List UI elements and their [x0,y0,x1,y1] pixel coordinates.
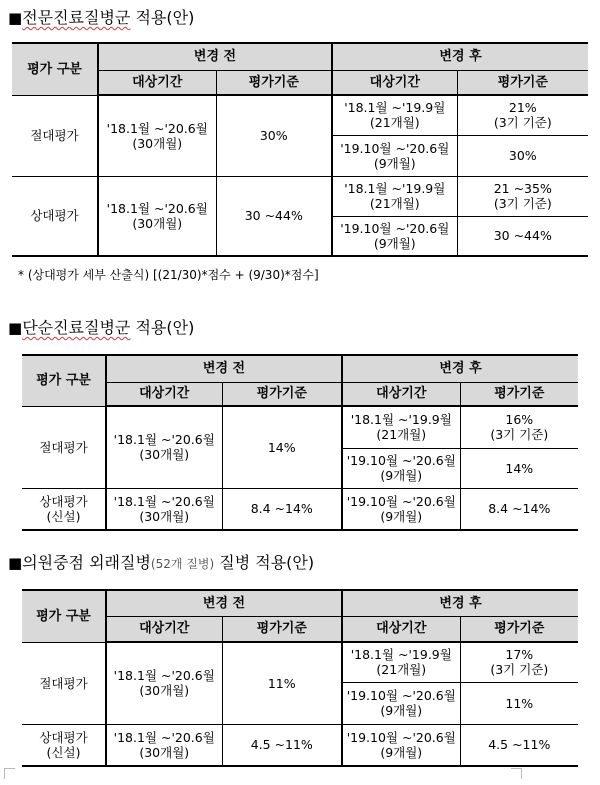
before-criteria: 11% [222,642,342,724]
after-period: '19.10월 ~'20.6월 (9개월) [332,135,457,176]
before-period: '18.1월 ~'20.6월 (30개월) [106,488,222,530]
after-criteria: 30% [457,135,588,176]
before-period: '18.1월 ~'20.6월 (30개월) [106,642,222,724]
after-period: '19.10월 ~'20.6월 (9개월) [332,216,457,256]
header-after-criteria: 평가기준 [460,382,578,406]
before-criteria: 14% [222,406,342,488]
after-criteria: 30 ~44% [457,216,588,256]
square-bullet-icon: ■ [8,319,23,337]
before-criteria: 4.5 ~11% [222,724,342,766]
header-before-criteria: 평가기준 [222,382,342,406]
after-period: '19.10월 ~'20.6월 (9개월) [342,682,460,724]
page-corner-mark [511,768,522,779]
after-criteria: 4.5 ~11% [460,724,578,766]
header-before: 변경 전 [106,355,342,382]
before-period: '18.1월 ~'20.6월 (30개월) [106,406,222,488]
after-period: '18.1월 ~'19.9월 (21개월) [342,406,460,448]
after-period: '18.1월 ~'19.9월 (21개월) [342,642,460,682]
row-label-relative: 상대평가 [12,176,98,256]
after-criteria: 11% [460,682,578,724]
after-period: '19.10월 ~'20.6월 (9개월) [342,448,460,488]
after-criteria: 16% (3기 기준) [460,406,578,448]
before-period: '18.1월 ~'20.6월 (30개월) [106,724,222,766]
after-criteria: 8.4 ~14% [460,488,578,530]
footnote: * (상대평가 세부 산출식) [(21/30)*점수 + (9/30)*점수] [18,268,319,282]
before-criteria: 8.4 ~14% [222,488,342,530]
header-category: 평가 구분 [22,590,106,642]
section-1-title [8,8,194,28]
after-period: '18.1월 ~'19.9월 (21개월) [332,176,457,216]
section-3-title [8,553,314,574]
section-3-title-suffix: 질병 적용(안) [214,553,315,572]
after-criteria: 21 ~35% (3기 기준) [457,176,588,216]
section-1-table [12,42,588,257]
section-2-title [8,318,194,338]
square-bullet-icon: ■ [8,554,23,572]
section-1-title-suffix: 적용(안) [130,8,195,27]
before-criteria: 30 ~44% [216,176,332,256]
section-2-table [22,354,578,531]
header-after: 변경 후 [332,43,588,70]
header-before: 변경 전 [106,590,342,616]
header-category: 평가 구분 [12,43,98,95]
header-after: 변경 후 [342,590,578,616]
section-3-title-small: (52개 질병) [150,557,215,571]
section-2-title-suffix: 적용(안) [130,318,195,337]
before-period: '18.1월 ~'20.6월 (30개월) [98,176,216,256]
section-3-table [22,589,578,767]
after-period: '19.10월 ~'20.6월 (9개월) [342,488,460,530]
row-label-absolute: 절대평가 [22,642,106,724]
header-before-criteria: 평가기준 [216,70,332,95]
square-bullet-icon: ■ [8,9,23,27]
header-after-criteria: 평가기준 [457,70,588,95]
row-label-relative: 상대평가 (신설) [22,724,106,766]
before-period: '18.1월 ~'20.6월 (30개월) [98,95,216,176]
header-after: 변경 후 [342,355,578,382]
header-category: 평가 구분 [22,355,106,406]
section-1-title-main: 전문진료질병군 [22,8,131,27]
before-criteria: 30% [216,95,332,176]
header-after-period: 대상기간 [342,616,460,642]
header-after-period: 대상기간 [342,382,460,406]
row-label-relative: 상대평가 (신설) [22,488,106,530]
after-criteria: 17% (3기 기준) [460,642,578,682]
after-period: '18.1월 ~'19.9월 (21개월) [332,95,457,135]
after-criteria: 21% (3기 기준) [457,95,588,135]
header-before-period: 대상기간 [106,616,222,642]
after-criteria: 14% [460,448,578,488]
header-before: 변경 전 [98,43,332,70]
after-period: '19.10월 ~'20.6월 (9개월) [342,724,460,766]
header-before-period: 대상기간 [106,382,222,406]
header-after-period: 대상기간 [332,70,457,95]
section-3-title-main: 의원중점 외래질병 [22,553,151,572]
header-before-period: 대상기간 [98,70,216,95]
page-corner-mark [4,768,15,779]
header-before-criteria: 평가기준 [222,616,342,642]
header-after-criteria: 평가기준 [460,616,578,642]
row-label-absolute: 절대평가 [12,95,98,176]
row-label-absolute: 절대평가 [22,406,106,488]
section-2-title-main: 단순진료질병군 [22,318,131,337]
